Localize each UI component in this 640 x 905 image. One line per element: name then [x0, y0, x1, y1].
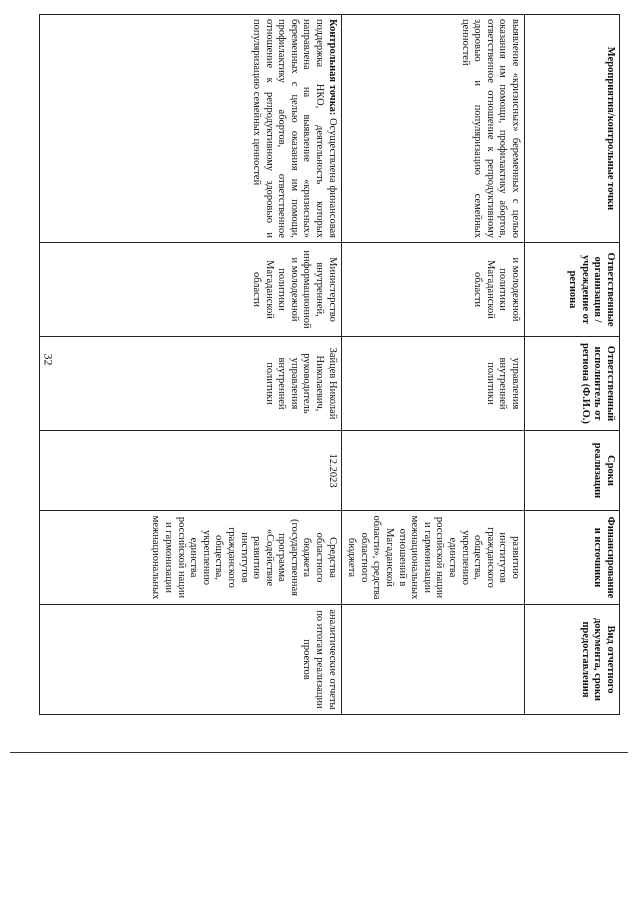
page-divider	[10, 752, 628, 753]
header-deadline: Сроки реализации	[525, 431, 620, 511]
cell-report	[341, 605, 524, 715]
cell-deadline	[341, 431, 524, 511]
rotated-table-wrapper	[60, 14, 620, 714]
page-number: 32	[41, 353, 56, 366]
cell-report: аналитические отчеты по итогам реализации проектов	[39, 605, 341, 715]
header-financing: Финансирование и источники	[525, 511, 620, 605]
cell-executor: управления внутренней политики	[341, 337, 524, 431]
cell-activity	[39, 15, 341, 243]
cell-financing: Средства областного бюджета (государственная программа «Содействие развитию институтов гражданского общества, укреплению единства российской нации и гармонизации межнациональных	[39, 511, 341, 605]
cell-executor: Зайцев Николай Николаевич, руководитель управления внутренней политики	[39, 337, 341, 431]
table-row	[341, 15, 524, 715]
header-executor: Ответственный исполнитель от региона (Ф.И.О.)	[525, 337, 620, 431]
header-organization: Ответственные организация / учреждение от региона	[525, 243, 620, 337]
cell-organization: и молодежной политики Магаданской области	[341, 243, 524, 337]
cell-deadline: 12.2023	[39, 431, 341, 511]
header-report: Вид отчетного документа, сроки предоставления	[525, 605, 620, 715]
control-point-label: Контрольная точка:	[326, 19, 338, 116]
cell-activity: выявление «кризисных» беременных с целью оказания им помощи, профилактику абортов, ответственное отношение к репродуктивному здоровью и популяризацию семейных ценностей	[341, 15, 524, 243]
activities-table	[39, 14, 620, 715]
header-activities: Мероприятия/контрольные точки	[525, 15, 620, 243]
cell-organization: Министерство внутренней, информационной и молодежной политики Магаданской области	[39, 243, 341, 337]
table-row	[39, 15, 341, 715]
control-point-text: Осуществлена финансовая поддержка НКО, деятельность которых направлена на выявление «кризисных» беременных с целью оказания им помощи, профилактику абортов, ответственное отношение к репродуктивному здоровью и популяризацию семейных ценностей	[251, 19, 338, 238]
cell-financing: развитию институтов гражданского общества, укреплению единства российской нации и гармонизации межнациональных отношений в Магаданской области», средства областного бюджета	[341, 511, 524, 605]
table-header-row	[525, 15, 620, 715]
